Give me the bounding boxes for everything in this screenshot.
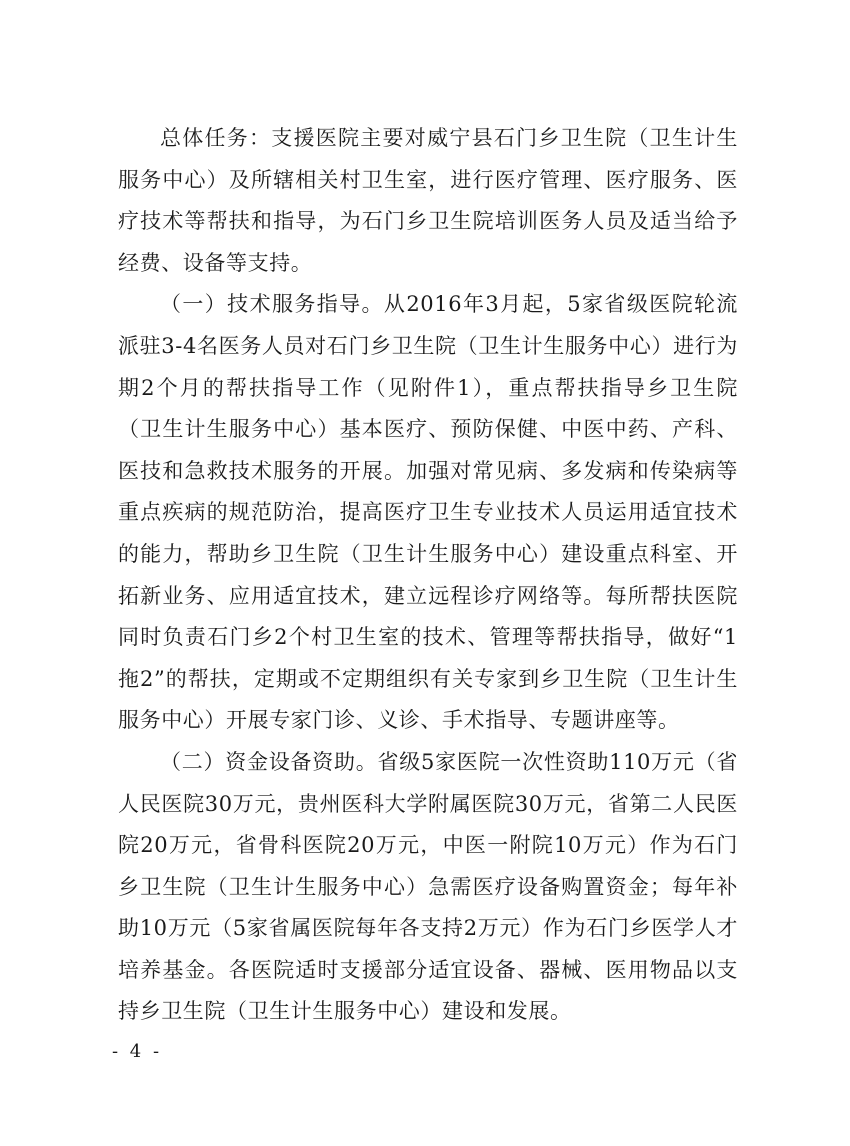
paragraph-funding-support: （二）资金设备资助。省级5家医院一次性资助110万元（省人民医院30万元，贵州医科大学附属医院30万元，省第二人民医院20万元，省骨科医院20万元，中医一附院10万元）作为石门乡卫生院（卫生计生服务中心）急需医疗设备购置资金；每年补助10万元（5家省属医院每年各支持2万元）作为石门乡医学人才培养基金。各医院适时支援部分适宜设备、器械、医用物品以支持乡卫生院（卫生计生服务中心）建设和发展。: [118, 749, 738, 1024]
paragraph-overall-task: 总体任务：支援医院主要对威宁县石门乡卫生院（卫生计生服务中心）及所辖相关村卫生室，进行医疗管理、医疗服务、医疗技术等帮扶和指导，为石门乡卫生院培训医务人员及适当给予经费、设备等支持。: [118, 126, 738, 275]
paragraph-technical-guidance: （一）技术服务指导。从2016年3月起，5家省级医院轮流派驻3-4名医务人员对石门乡卫生院（卫生计生服务中心）进行为期2个月的帮扶指导工作（见附件1），重点帮扶指导乡卫生院（卫生计生服务中心）基本医疗、预防保健、中医中药、产科、医技和急救技术服务的开展。加强对常见病、多发病和传染病等重点疾病的规范防治，提高医疗卫生专业技术人员运用适宜技术的能力，帮助乡卫生院（卫生计生服务中心）建设重点科室、开拓新业务、应用适宜技术，建立远程诊疗网络等。每所帮扶医院同时负责石门乡2个村卫生室的技术、管理等帮扶指导，做好“1拖2”的帮扶，定期或不定期组织有关专家到乡卫生院（卫生计生服务中心）开展专家门诊、义诊、手术指导、专题讲座等。: [118, 292, 738, 733]
document-body: [118, 118, 738, 1033]
page-number: - 4 -: [112, 1041, 163, 1062]
